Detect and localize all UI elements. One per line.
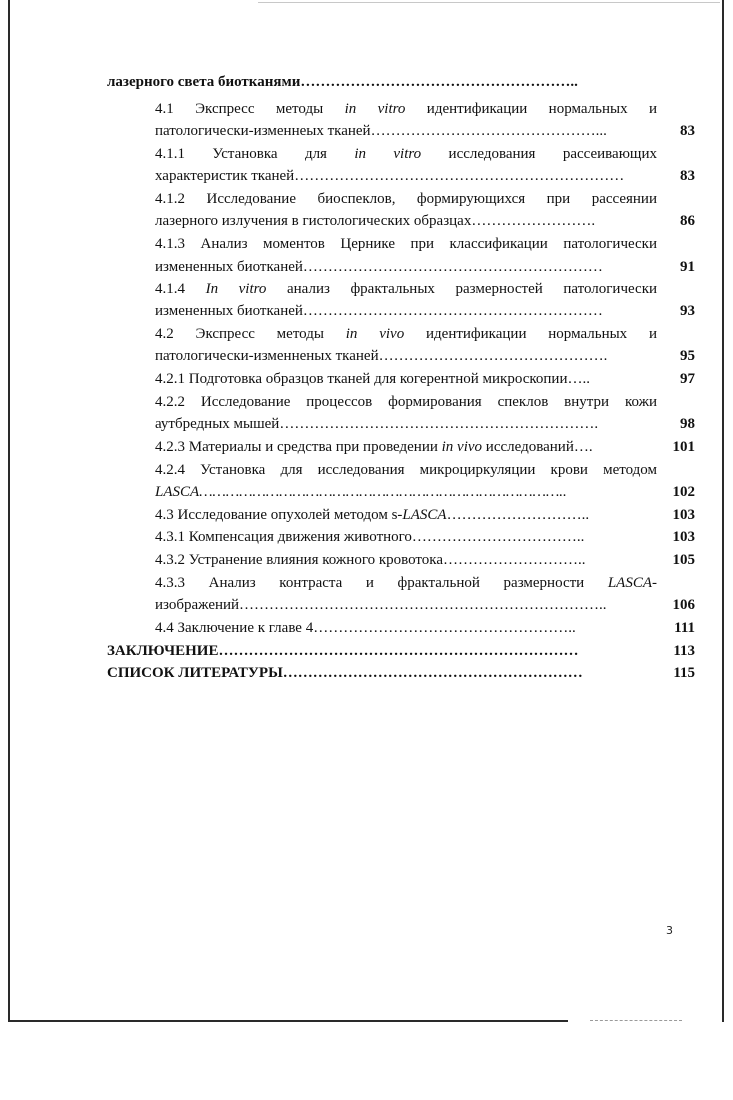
toc-entry-4-3-3-line-1: 4.3.3 Анализ контраста и фрактальной размерности LASCA-	[155, 575, 657, 591]
toc-entry-4-2-4-line-1: 4.2.4 Установка для исследования микроциркуляции крови методом	[155, 462, 657, 478]
toc-entry-4-2-4-line-2: LASCA………………………………………………………………………..	[155, 484, 567, 500]
toc-page-4-2-2: 98	[680, 416, 695, 432]
toc-entry-references: СПИСОК ЛИТЕРАТУРЫ……………………………………………………	[107, 665, 583, 681]
toc-page-4-1-3: 91	[680, 259, 695, 275]
toc-entry-4-1-line-2: патологически-изменнеых тканей………………………………………...	[155, 123, 607, 139]
toc-entry-4-3-2: 4.3.2 Устранение влияния кожного кровотока………………………..	[155, 552, 586, 568]
toc-entry-4-1-2-line-2: лазерного излучения в гистологических образцах…………………….	[155, 213, 596, 229]
toc-page-4-3-1: 103	[672, 529, 695, 545]
scan-border-bottom-dash	[590, 1020, 682, 1021]
toc-entry-4-1-4-line-2: измененных биотканей……………………………………………………	[155, 303, 603, 319]
scan-border-right	[722, 0, 724, 1022]
toc-entry-4-3-3-line-2: изображений………………………………………………………………..	[155, 597, 607, 613]
toc-entry-4-2-2-line-2: аутбредных мышей……………………………………………………….	[155, 416, 599, 432]
page-number: 3	[666, 924, 673, 937]
toc-page-4-4: 111	[674, 620, 695, 636]
toc-entry-4-2-line-2: патологически-изменненых тканей……………………………………….	[155, 348, 608, 364]
toc-page-4-2-4: 102	[672, 484, 695, 500]
toc-entry-4-1-3-line-1: 4.1.3 Анализ моментов Цернике при классификации патологически	[155, 236, 657, 252]
toc-page-conclusion: 113	[673, 643, 695, 659]
scan-border-bottom	[8, 1020, 568, 1022]
toc-entry-4-3-1: 4.3.1 Компенсация движения животного……………………………..	[155, 529, 585, 545]
toc-entry-4-1-1-line-1: 4.1.1 Установка для in vitro исследования рассеивающих	[155, 146, 657, 162]
toc-line-chapter-continuation: лазерного света биотканями………………………………………………..	[107, 74, 578, 90]
toc-page-references: 115	[673, 665, 695, 681]
toc-entry-4-1-1-line-2: характеристик тканей…………………………………………………………	[155, 168, 625, 184]
toc-page-4-3: 103	[672, 507, 695, 523]
toc-page-4-2-1: 97	[680, 371, 695, 387]
toc-page-4-3-3: 106	[672, 597, 695, 613]
toc-entry-4-2-1: 4.2.1 Подготовка образцов тканей для когерентной микроскопии…..	[155, 371, 590, 387]
toc-entry-4-1-2-line-1: 4.1.2 Исследование биоспеклов, формирующихся при рассеянии	[155, 191, 657, 207]
toc-page-4-1-2: 86	[680, 213, 695, 229]
scan-border-left	[8, 0, 10, 1022]
toc-page-4-1-4: 93	[680, 303, 695, 319]
toc-entry-4-2-3: 4.2.3 Материалы и средства при проведении in vivo исследований….	[155, 439, 593, 455]
toc-entry-4-1-4-line-1: 4.1.4 In vitro анализ фрактальных размерностей патологически	[155, 281, 657, 297]
toc-page-4-2: 95	[680, 348, 695, 364]
toc-entry-4-1-line-1: 4.1 Экспресс методы in vitro идентификации нормальных и	[155, 101, 657, 117]
toc-entry-4-2-2-line-1: 4.2.2 Исследование процессов формирования спеклов внутри кожи	[155, 394, 657, 410]
toc-page-4-1: 83	[680, 123, 695, 139]
toc-entry-4-4: 4.4 Заключение к главе 4……………………………………………..	[155, 620, 576, 636]
toc-page-4-2-3: 101	[672, 439, 695, 455]
toc-entry-conclusion: ЗАКЛЮЧЕНИЕ………………………………………………………………	[107, 643, 579, 659]
toc-entry-4-1-3-line-2: измененных биотканей……………………………………………………	[155, 259, 603, 275]
toc-entry-4-3: 4.3 Исследование опухолей методом s-LASCA………………………..	[155, 507, 590, 523]
toc-entry-4-2-line-1: 4.2 Экспресс методы in vivo идентификации нормальных и	[155, 326, 657, 342]
toc-page-4-1-1: 83	[680, 168, 695, 184]
scan-border-top	[258, 2, 720, 3]
toc-page-4-3-2: 105	[672, 552, 695, 568]
